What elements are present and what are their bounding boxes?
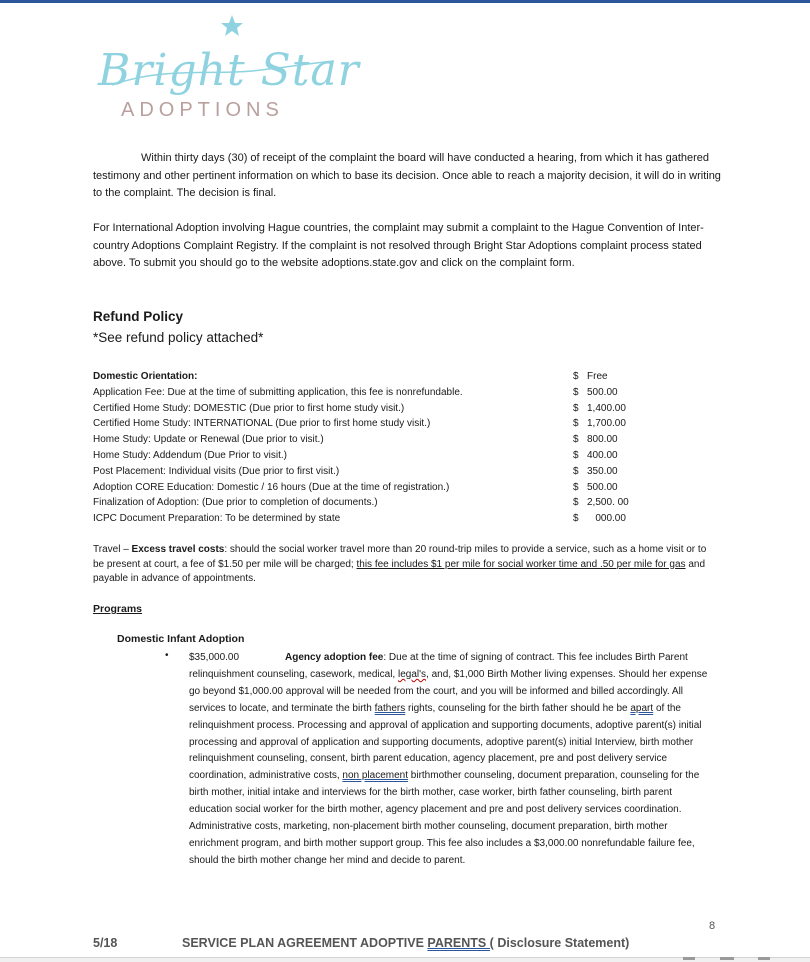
agency-fee-text: of the relinquishment process. Processing and approval of application and supporting documents, adoptive parent(s) initial processing and approval of application and supporting documents, adoptive parent(s) initial Interview, birth mother relinquishment counseling, consent, birth parent education, agency placement, pre and post delivery service coordination, administrative costs, (189, 702, 702, 782)
fee-currency: $ (573, 513, 579, 525)
grammar-flag: non placement (342, 770, 409, 782)
fee-amount: 500.00 (587, 386, 618, 398)
logo-subtitle: ADOPTIONS (121, 99, 284, 121)
fee-schedule (93, 369, 653, 527)
fee-row (93, 511, 653, 527)
agency-fee-text: birthmother counseling, document preparation, counseling for the birth mother, initial intake and interviews for the birth mother, case worker, birth father counseling, birth parent education social worker for the birth mother, agency placement and pre and post delivery services coordination. Administrative costs, marketing, non-placement birth mother counseling, document preparation, birth mother enrichment program, and birth mother support group. This fee also includes a $3,000.00 nonrefundable failure fee, should the birth mother change her mind and decide to parent. (189, 770, 700, 866)
fee-amount: 1,700.00 (587, 418, 626, 430)
fee-amount: 800.00 (587, 434, 618, 446)
fee-currency: $ (573, 418, 579, 430)
fee-amount: 000.00 (587, 513, 626, 525)
bullet-icon: • (165, 650, 169, 661)
page-number: 8 (709, 920, 716, 932)
view-mode-icon[interactable] (758, 957, 770, 960)
fee-currency: $ (573, 449, 579, 461)
fee-row (93, 495, 653, 511)
agency-fee-text: , and, $1,000 Birth Mother living expenses. Should her expense go beyond $1,000.00 approval will be needed from the court, and you will be informed and billed accordingly. All services to locate, and terminate the birth (189, 668, 708, 714)
document-page (0, 3, 810, 962)
fee-amount: 350.00 (587, 465, 618, 477)
fee-currency: $ (573, 481, 579, 493)
domestic-infant-adoption-heading: Domestic Infant Adoption (117, 633, 245, 645)
bright-star-logo (92, 15, 360, 125)
travel-costs-paragraph (93, 543, 718, 587)
fee-label: Domestic Orientation: (93, 371, 198, 382)
fee-label: Application Fee: Due at the time of submitting application, this fee is nonrefundable. (93, 386, 463, 398)
fee-row (93, 480, 653, 496)
star-icon (221, 15, 243, 36)
refund-policy-note: *See refund policy attached* (93, 330, 264, 345)
grammar-flag: fathers (374, 702, 406, 714)
fee-amount: Free (587, 371, 608, 382)
travel-text: : should the social worker travel more than 20 round-trip miles to provide a service, such as a home visit or to be present at court, a fee of $1.50 per mile will be charged; (93, 544, 707, 570)
agency-fee-text: : Due at the time of signing of contract. This fee includes Birth Parent relinquishment counseling, casework, medical, (189, 652, 688, 680)
footer-title-part: SERVICE PLAN AGREEMENT ADOPTIVE (182, 936, 428, 950)
fee-currency: $ (573, 371, 579, 382)
footer-title-flagged: PARENTS ( (427, 936, 494, 950)
refund-policy-heading: Refund Policy (93, 309, 184, 324)
hague-paragraph: For International Adoption involving Hague countries, the complaint may submit a complaint to the Hague Convention of Inter-country Adoptions Complaint Registry. If the complaint is not resolved through Bright Star Adoptions complaint process stated above. To submit you should go to the website adoptions.state.gov and click on the complaint form. (93, 222, 704, 269)
view-mode-icon[interactable] (683, 957, 695, 960)
logo-script-text: Bright Star (98, 45, 360, 96)
agency-fee-amount: $35,000.00 (189, 652, 240, 663)
fee-amount: 2,500. 00 (587, 497, 629, 509)
fee-row (93, 432, 653, 448)
fee-currency: $ (573, 465, 579, 477)
fee-row (93, 401, 653, 417)
fee-row (93, 416, 653, 432)
fee-label: Finalization of Adoption: (Due prior to completion of documents.) (93, 497, 378, 509)
fee-label: Home Study: Update or Renewal (Due prior to visit.) (93, 434, 324, 446)
fee-row (93, 448, 653, 464)
travel-underlined: this fee includes $1 per mile for social worker time and .50 per mile for gas (356, 558, 686, 570)
footer-date: 5/18 (93, 936, 118, 950)
fee-currency: $ (573, 402, 579, 414)
agency-fee-text: rights, counseling for the birth father should he be (405, 702, 631, 714)
fee-label: ICPC Document Preparation: To be determined by state (93, 513, 341, 525)
fee-amount: 500.00 (587, 481, 618, 493)
agency-fee-description (189, 650, 717, 870)
view-mode-icon[interactable] (720, 957, 734, 960)
footer-title-part: Disclosure Statement) (493, 936, 630, 950)
fee-label: Certified Home Study: INTERNATIONAL (Due prior to first home study visit.) (93, 418, 431, 430)
travel-bold: Excess travel costs (131, 544, 225, 555)
fee-currency: $ (573, 497, 579, 509)
agency-fee-label: Agency adoption fee (285, 652, 384, 663)
travel-end: and payable in advance of appointments. (93, 558, 706, 584)
fee-currency: $ (573, 434, 579, 446)
hearing-paragraph: Within thirty days (30) of receipt of the complaint the board will have conducted a hearing, from which it has gathered testimony and other pertinent information on which to base its decision. Once able to reach a majority decision, it will do in writing to the complaint. The decision is final. (93, 152, 721, 199)
programs-heading: Programs (93, 603, 143, 615)
spelling-flag: legal's (398, 668, 427, 680)
travel-lead: Travel – (93, 544, 132, 555)
fee-label: Home Study: Addendum (Due Prior to visit.) (93, 449, 287, 461)
fee-label: Adoption CORE Education: Domestic / 16 hours (Due at the time of registration.) (93, 481, 450, 493)
fee-amount: 1,400.00 (587, 402, 626, 414)
fee-row (93, 464, 653, 480)
fee-row (93, 385, 653, 401)
grammar-flag: apart (630, 702, 654, 714)
fee-label: Certified Home Study: DOMESTIC (Due prior to first home study visit.) (93, 402, 405, 414)
footer-title (182, 936, 629, 950)
fee-row (93, 369, 653, 385)
fee-amount: 400.00 (587, 449, 618, 461)
fee-label: Post Placement: Individual visits (Due prior to first visit.) (93, 465, 340, 477)
fee-currency: $ (573, 386, 579, 398)
